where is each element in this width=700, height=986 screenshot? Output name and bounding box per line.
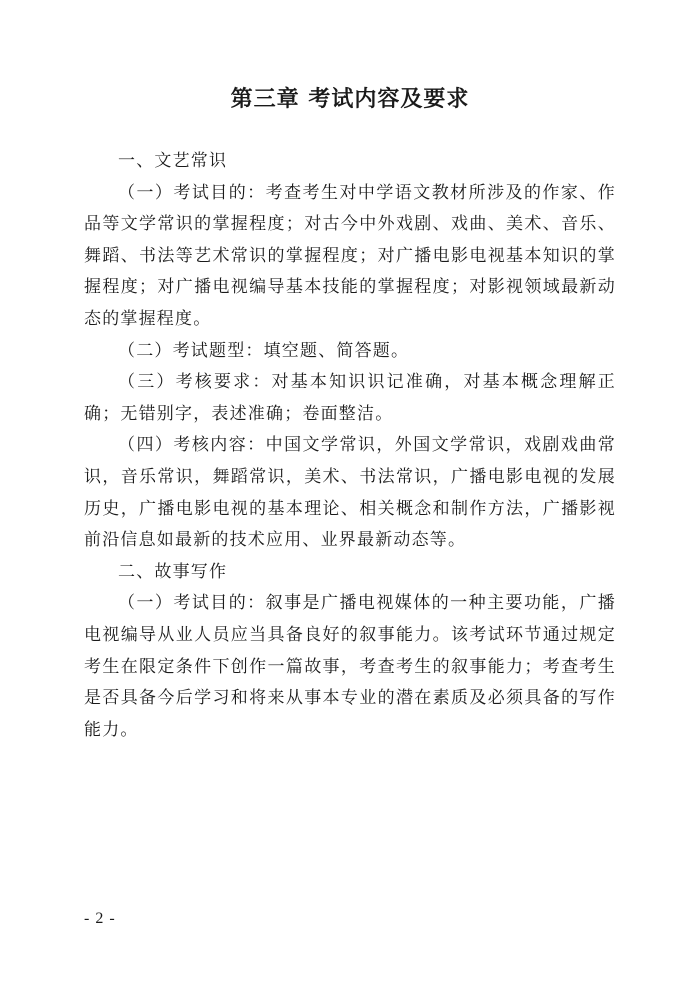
document-body xyxy=(84,146,616,746)
paragraph-question-types: （二）考试题型：填空题、简答题。 xyxy=(118,340,410,361)
paragraph-story-exam-purpose: （一）考试目的：叙事是广播电视媒体的一种主要功能，广播电视编导从业人员应当具备良好的叙事能力。该考试环节通过规定考生在限定条件下创作一篇故事，考查考生的叙事能力；考查考生是否具备今后学习和将来从事本专业的潜在素质及必须具备的写作能力。 xyxy=(84,593,616,740)
paragraph-exam-purpose: （一）考试目的：考查考生对中学语文教材所涉及的作家、作品等文学常识的掌握程度；对古今中外戏剧、戏曲、美术、音乐、舞蹈、书法等艺术常识的掌握程度；对广播电影电视基本知识的掌握程度；对广播电视编导基本技能的掌握程度；对影视领域最新动态的掌握程度。 xyxy=(84,182,616,329)
paragraph-assessment-requirements: （三）考核要求：对基本知识识记准确，对基本概念理解正确；无错别字，表述准确；卷面整洁。 xyxy=(84,372,616,424)
paragraph-assessment-content: （四）考核内容：中国文学常识，外国文学常识，戏剧戏曲常识，音乐常识，舞蹈常识，美术、书法常识，广播电影电视的发展历史，广播电影电视的基本理论、相关概念和制作方法，广播影视前沿信息如最新的技术应用、业界最新动态等。 xyxy=(84,435,616,551)
section-heading-story-writing: 二、故事写作 xyxy=(118,561,228,582)
page-number: - 2 - xyxy=(84,910,116,927)
chapter-title: 第三章 考试内容及要求 xyxy=(230,87,470,112)
section-heading-literary-knowledge: 一、文艺常识 xyxy=(118,151,228,171)
